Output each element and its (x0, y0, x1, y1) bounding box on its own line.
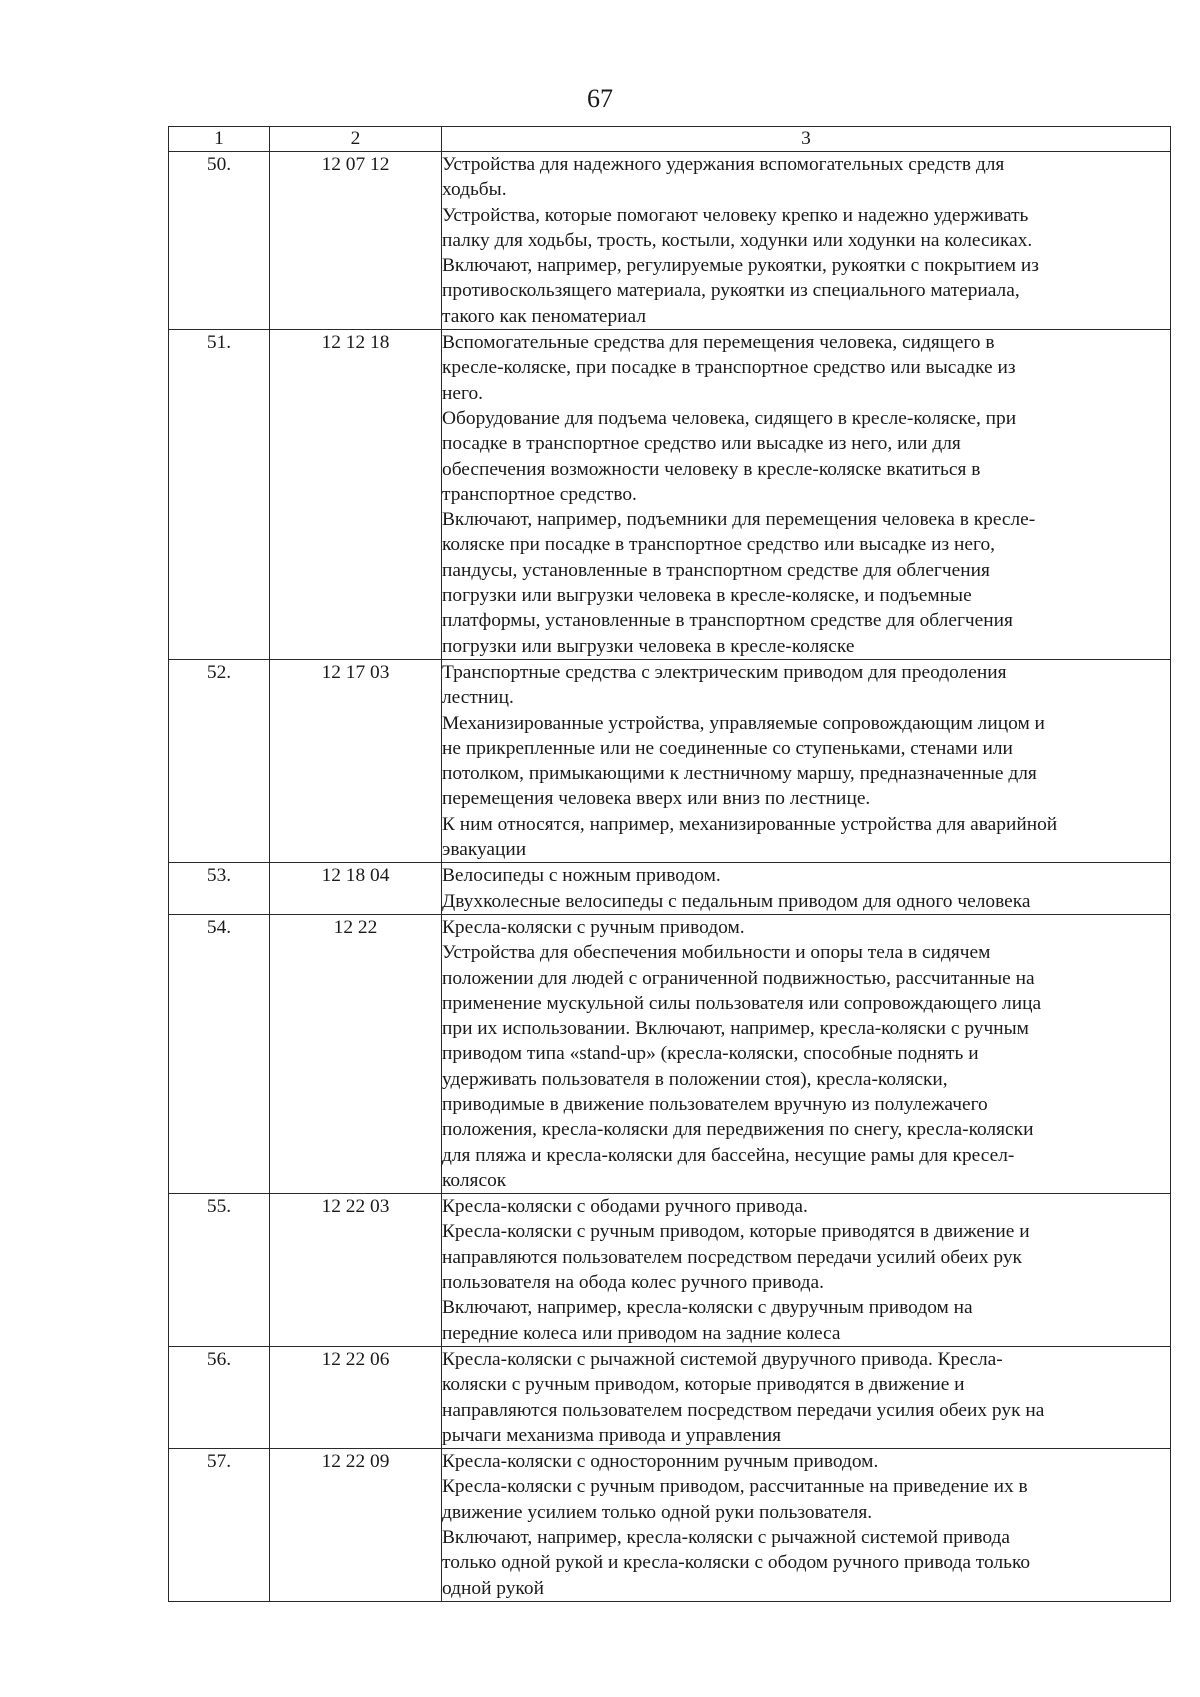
table-row (169, 863, 1171, 915)
description-line: платформы, установленные в транспортном средстве для облегчения (442, 610, 1013, 632)
description-line: применение мускульной силы пользователя или сопровождающего лица (442, 992, 1042, 1014)
classification-code: 12 07 12 (270, 152, 442, 330)
description-line: коляски с ручным приводом, которые приводятся в движение и (442, 1374, 965, 1396)
description-line: направляются пользователем посредством передачи усилий обеих рук (442, 1246, 1022, 1268)
description-line: палку для ходьбы, трость, костыли, ходунки или ходунки на колесиках. (442, 229, 1033, 251)
description-line: при их использовании. Включают, например, кресла-коляски с ручным (442, 1018, 1029, 1040)
table-body (169, 152, 1171, 1602)
table-row (169, 659, 1171, 862)
description-line: К ним относятся, например, механизированные устройства для аварийной (442, 813, 1058, 835)
description-line: посадке в транспортное средство или высадке из него, или для (442, 433, 961, 455)
row-number: 51. (169, 330, 270, 660)
table-row (169, 152, 1171, 330)
device-description (442, 863, 1171, 915)
device-description (442, 659, 1171, 862)
device-description (442, 1449, 1171, 1602)
description-line: не прикрепленные или не соединенные со ступеньками, стенами или (442, 737, 1013, 759)
description-line: Включают, например, кресла-коляски с двуручным приводом на (442, 1297, 973, 1319)
description-line: Кресла-коляски с ручным приводом. (442, 916, 745, 938)
description-line: ходьбы. (442, 179, 507, 201)
device-description (442, 152, 1171, 330)
device-description (442, 1194, 1171, 1347)
row-number: 56. (169, 1346, 270, 1448)
classification-code: 12 22 (270, 914, 442, 1193)
description-line: транспортное средство. (442, 483, 637, 505)
page-number: 67 (587, 84, 613, 113)
description-line: удерживать пользователя в положении стоя), кресла-коляски, (442, 1068, 948, 1090)
description-line: Кресла-коляски с ручным приводом, рассчитанные на приведение их в (442, 1476, 1028, 1498)
header-col-2: 2 (270, 127, 442, 152)
classification-code: 12 22 09 (270, 1449, 442, 1602)
description-line: такого как пеноматериал (442, 305, 646, 327)
description-line: приводом типа «stand-up» (кресла-коляски, способные поднять и (442, 1043, 979, 1065)
description-line: противоскользящего материала, рукоятки из специального материала, (442, 280, 1020, 302)
row-number: 55. (169, 1194, 270, 1347)
row-number: 50. (169, 152, 270, 330)
classification-code: 12 22 03 (270, 1194, 442, 1347)
description-line: Кресла-коляски с рычажной системой двуручного привода. Кресла- (442, 1348, 1003, 1370)
description-line: рычаги механизма привода и управления (442, 1424, 782, 1446)
row-number: 53. (169, 863, 270, 915)
description-line: одной рукой (442, 1577, 544, 1599)
description-line: Вспомогательные средства для перемещения человека, сидящего в (442, 332, 995, 354)
description-line: Включают, например, регулируемые рукоятки, рукоятки с покрытием из (442, 255, 1039, 277)
row-number: 57. (169, 1449, 270, 1602)
header-col-3: 3 (442, 127, 1171, 152)
table-row (169, 914, 1171, 1193)
description-line: него. (442, 382, 483, 404)
description-line: лестниц. (442, 687, 514, 709)
table-row (169, 1194, 1171, 1347)
description-line: погрузки или выгрузки человека в кресле-коляске (442, 635, 855, 657)
device-description (442, 1346, 1171, 1448)
row-number: 52. (169, 659, 270, 862)
device-description (442, 914, 1171, 1193)
classification-code: 12 22 06 (270, 1346, 442, 1448)
description-line: положении для людей с ограниченной подвижностью, рассчитанные на (442, 967, 1035, 989)
description-line: передние колеса или приводом на задние колеса (442, 1322, 841, 1344)
description-line: потолком, примыкающими к лестничному маршу, предназначенные для (442, 763, 1037, 785)
assistive-devices-table (168, 126, 1171, 1602)
description-line: коляске при посадке в транспортное средство или высадке из него, (442, 534, 995, 556)
description-line: Устройства для надежного удержания вспомогательных средств для (442, 154, 1005, 175)
table-row (169, 330, 1171, 660)
description-line: погрузки или выгрузки человека в кресле-коляске, и подъемные (442, 585, 972, 607)
description-line: пользователя на обода колес ручного привода. (442, 1272, 824, 1294)
description-line: направляются пользователем посредством передачи усилия обеих рук на (442, 1399, 1045, 1421)
row-number: 54. (169, 914, 270, 1193)
description-line: кресле-коляске, при посадке в транспортное средство или высадке из (442, 357, 1016, 379)
description-line: для пляжа и кресла-коляски для бассейна, несущие рамы для кресел- (442, 1144, 1015, 1166)
description-line: пандусы, установленные в транспортном средстве для облегчения (442, 559, 990, 581)
table-row (169, 1449, 1171, 1602)
description-line: обеспечения возможности человеку в кресле-коляске вкатиться в (442, 458, 981, 480)
description-line: положения, кресла-коляски для передвижения по снегу, кресла-коляски (442, 1119, 1034, 1141)
description-line: Кресла-коляски с ободами ручного привода. (442, 1196, 808, 1218)
description-line: Кресла-коляски с односторонним ручным приводом. (442, 1451, 879, 1473)
description-line: перемещения человека вверх или вниз по лестнице. (442, 788, 871, 810)
description-line: Кресла-коляски с ручным приводом, которые приводятся в движение и (442, 1221, 1030, 1243)
description-line: колясок (442, 1169, 507, 1191)
description-line: Велосипеды с ножным приводом. (442, 865, 721, 887)
classification-code: 12 12 18 (270, 330, 442, 660)
description-line: Механизированные устройства, управляемые сопровождающим лицом и (442, 712, 1045, 734)
description-line: приводимые в движение пользователем вручную из полулежачего (442, 1093, 988, 1115)
description-line: только одной рукой и кресла-коляски с ободом ручного привода только (442, 1552, 1031, 1574)
description-line: движение усилием только одной руки пользователя. (442, 1501, 873, 1523)
header-col-1: 1 (169, 127, 270, 152)
description-line: Оборудование для подъема человека, сидящего в кресле-коляске, при (442, 407, 1017, 429)
table-header-row (169, 127, 1171, 152)
classification-code: 12 18 04 (270, 863, 442, 915)
table-row (169, 1346, 1171, 1448)
description-line: Включают, например, подъемники для перемещения человека в кресле- (442, 509, 1036, 531)
description-line: Устройства для обеспечения мобильности и опоры тела в сидячем (442, 942, 991, 964)
description-line: Двухколесные велосипеды с педальным приводом для одного человека (442, 890, 1031, 912)
description-line: Устройства, которые помогают человеку крепко и надежно удерживать (442, 204, 1029, 226)
device-description (442, 330, 1171, 660)
classification-code: 12 17 03 (270, 659, 442, 862)
description-line: эвакуации (442, 839, 527, 861)
description-line: Включают, например, кресла-коляски с рычажной системой привода (442, 1527, 1010, 1549)
description-line: Транспортные средства с электрическим приводом для преодоления (442, 661, 1007, 683)
